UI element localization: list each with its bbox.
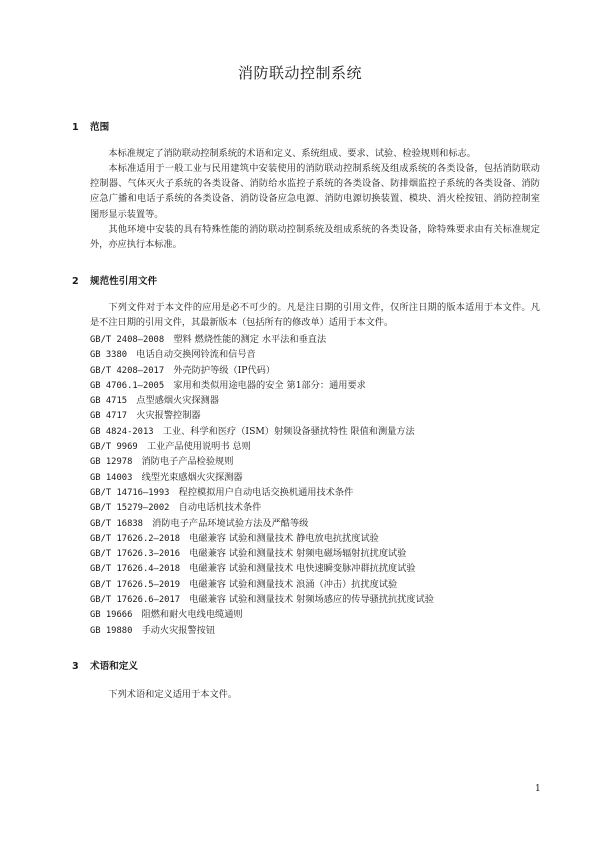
section-title: 范围: [90, 122, 110, 133]
reference-title: 消防电子产品检验规则: [141, 456, 234, 468]
reference-code: GB 4824-2013: [90, 426, 154, 437]
reference-code: GB/T 15279—2002: [90, 503, 170, 514]
reference-code: GB/T 17626.6—2017: [90, 595, 181, 606]
reference-item: [90, 500, 434, 515]
reference-title: 线型光束感烟火灾探测器: [141, 471, 243, 483]
reference-item: [90, 531, 434, 546]
reference-item: [90, 561, 434, 576]
reference-title: 电话自动交换网铃流和信号音: [136, 349, 256, 361]
reference-title: 自动电话机技术条件: [178, 502, 262, 514]
scope-paragraph-3: 其他环境中安装的具有特殊性能的消防联动控制系统及组成系统的各类设备，除特殊要求由有关标准规定外，亦应执行本标准。: [90, 224, 540, 251]
reference-item: [90, 439, 434, 454]
reference-code: GB/T 17626.3—2016: [90, 549, 181, 560]
terms-intro: 下列术语和定义适用于本文件。: [108, 689, 238, 700]
reference-code: GB/T 17626.5—2019: [90, 579, 181, 590]
reference-title: 电磁兼容 试验和测量技术 静电放电抗扰度试验: [189, 532, 379, 544]
reference-title: 电磁兼容 试验和测量技术 浪涌（冲击）抗扰度试验: [189, 578, 398, 590]
reference-code: GB 4717: [90, 411, 128, 422]
reference-item: [90, 347, 434, 362]
reference-list: [90, 332, 434, 638]
reference-item: [90, 485, 434, 500]
reference-item: [90, 332, 434, 347]
reference-code: GB 4706.1—2005: [90, 380, 165, 391]
section-number: 2: [72, 276, 79, 287]
reference-title: 程控模拟用户自动电话交换机通用技术条件: [178, 486, 354, 498]
reference-code: GB 3380: [90, 350, 128, 361]
reference-item: [90, 424, 434, 439]
reference-code: GB/T 17626.2—2018: [90, 533, 181, 544]
reference-code: GB 19880: [90, 625, 133, 636]
reference-item: [90, 623, 434, 638]
section-heading-references: [72, 273, 157, 287]
reference-code: GB 19666: [90, 610, 133, 621]
reference-item: [90, 546, 434, 561]
reference-item: [90, 393, 434, 408]
scope-paragraph-2: 本标准适用于一般工业与民用建筑中安装使用的消防联动控制系统及组成系统的各类设备，包括消防联动控制器、气体灭火子系统的各类设备、消防给水监控子系统的各类设备、防排烟监控子系统的各类设备、消防应急广播和电话子系统的各类设备、消防设备应急电源、消防电源切换装置、模块、消火栓按钮、消防控制室图形显示装置等。: [90, 163, 540, 220]
references-intro: 下列文件对于本文件的应用是必不可少的。凡是注日期的引用文件，仅所注日期的版本适用于本文件。凡是不注日期的引用文件，其最新版本（包括所有的修改单）适用于本文件。: [90, 302, 540, 329]
reference-title: 外壳防护等级（IP代码）: [173, 364, 276, 376]
scope-paragraph-1: 本标准规定了消防联动控制系统的术语和定义、系统组成、要求、试验、检验规则和标志。: [108, 148, 476, 159]
page-number: 1: [535, 784, 541, 794]
reference-code: GB 12978: [90, 457, 133, 468]
reference-title: 电磁兼容 试验和测量技术 射频场感应的传导骚扰抗扰度试验: [189, 594, 434, 606]
reference-title: 火灾报警控制器: [136, 410, 201, 422]
reference-code: GB/T 14716—1993: [90, 487, 170, 498]
reference-title: 手动火灾报警按钮: [141, 624, 216, 636]
section-title: 规范性引用文件: [90, 276, 158, 287]
reference-title: 工业、科学和医疗（ISM）射频设备骚扰特性 限值和测量方法: [162, 425, 415, 437]
reference-title: 塑料 燃烧性能的测定 水平法和垂直法: [173, 334, 327, 345]
reference-item: [90, 577, 434, 592]
reference-title: 家用和类似用途电器的安全 第1部分：通用要求: [173, 379, 366, 391]
reference-item: [90, 363, 434, 378]
reference-code: GB 4715: [90, 396, 128, 407]
reference-code: GB/T 17626.4—2018: [90, 564, 181, 575]
reference-code: GB/T 16838: [90, 518, 143, 529]
reference-item: [90, 470, 434, 485]
reference-code: GB/T 9969: [90, 442, 138, 453]
reference-title: 工业产品使用说明书 总则: [146, 441, 251, 453]
reference-title: 电磁兼容 试验和测量技术 电快速瞬变脉冲群抗扰度试验: [189, 563, 416, 575]
reference-item: [90, 607, 434, 622]
reference-item: [90, 516, 434, 531]
reference-title: 点型感烟火灾探测器: [136, 395, 219, 407]
section-title: 术语和定义: [90, 661, 138, 672]
reference-title: 电磁兼容 试验和测量技术 射频电磁场辐射抗扰度试验: [189, 548, 407, 560]
reference-item: [90, 592, 434, 607]
reference-title: 消防电子产品环境试验方法及严酷等级: [152, 517, 309, 529]
section-number: 3: [72, 661, 79, 672]
reference-title: 阻燃和耐火电线电缆通则: [141, 609, 243, 621]
section-heading-terms: [72, 658, 138, 672]
page-title: 消防联动控制系统: [237, 64, 362, 82]
section-number: 1: [72, 122, 79, 133]
reference-item: [90, 408, 434, 423]
reference-item: [90, 378, 434, 393]
section-heading-scope: [72, 119, 109, 133]
reference-item: [90, 454, 434, 469]
reference-code: GB/T 4208—2017: [90, 365, 165, 376]
reference-code: GB/T 2408—2008: [90, 335, 165, 345]
reference-code: GB 14003: [90, 472, 133, 483]
